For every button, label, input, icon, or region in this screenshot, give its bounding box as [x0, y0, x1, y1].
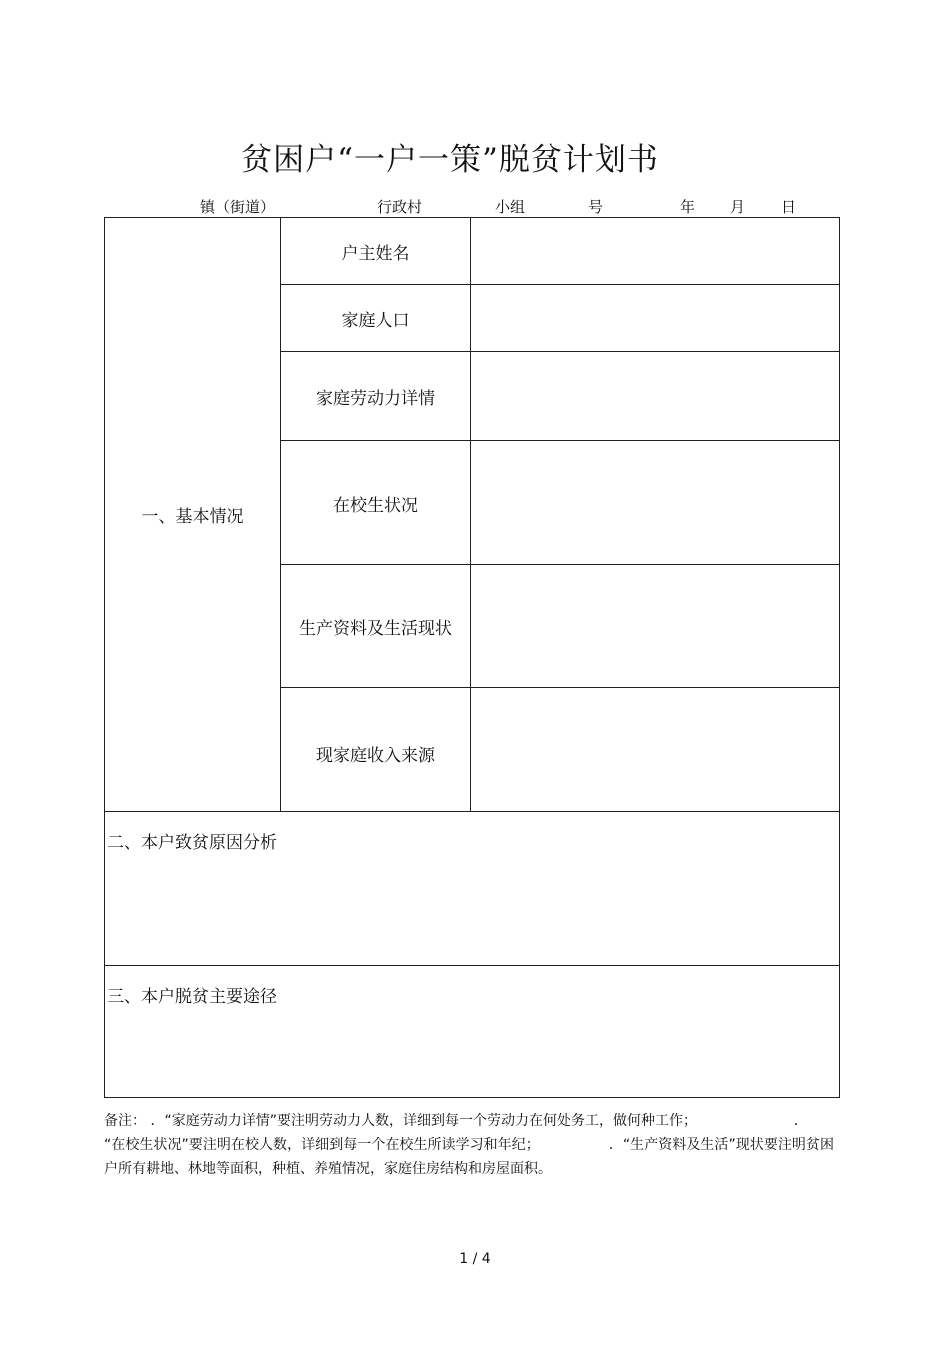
notes-item-1: ．“家庭劳动力详情”要注明劳动力人数，详细到每一个劳动力在何处务工，做何种工作；	[150, 1113, 697, 1129]
meta-village-label: 行政村	[377, 198, 423, 216]
student-status-field[interactable]	[471, 441, 840, 565]
notes-item-3: ．“生产资料及生活”现状要注明贫困户所有耕地、林地等面积，种植、养殖情况，家庭住房结构和房屋面积。	[104, 1137, 834, 1177]
production-living-field[interactable]	[471, 565, 840, 688]
page-number: 1 / 4	[459, 1251, 491, 1267]
table-row	[105, 966, 840, 1098]
meta-month-label: 月	[730, 198, 746, 216]
notes-block	[104, 1109, 834, 1181]
plan-form-table	[104, 217, 840, 1098]
section3-poverty-exit-paths[interactable]: 三、本户脱贫主要途径	[105, 966, 840, 1098]
row-label-production-living: 生产资料及生活现状	[281, 565, 471, 688]
meta-day-label: 日	[781, 198, 797, 216]
row-label-labor-details: 家庭劳动力详情	[281, 352, 471, 441]
row-label-family-size: 家庭人口	[281, 285, 471, 352]
income-source-field[interactable]	[471, 688, 840, 812]
table-row	[105, 812, 840, 966]
notes-separator: ．	[793, 1113, 808, 1129]
section1-heading: 一、基本情况	[105, 218, 281, 812]
meta-year-label: 年	[680, 198, 696, 216]
row-label-student-status: 在校生状况	[281, 441, 471, 565]
family-size-field[interactable]	[471, 285, 840, 352]
meta-number-label: 号	[588, 198, 604, 216]
labor-details-field[interactable]	[471, 352, 840, 441]
table-row	[105, 218, 840, 285]
notes-item-2: “在校生状况”要注明在校人数，详细到每一个在校生所读学习和年纪；	[104, 1137, 540, 1153]
notes-prefix: 备注：	[104, 1113, 146, 1129]
section2-poverty-causes[interactable]: 二、本户致贫原因分析	[105, 812, 840, 966]
meta-group-label: 小组	[495, 198, 526, 216]
row-label-income-source: 现家庭收入来源	[281, 688, 471, 812]
householder-name-field[interactable]	[471, 218, 840, 285]
document-title: 贫困户“一户一策”脱贫计划书	[241, 142, 659, 178]
meta-town-label: 镇（街道）	[200, 198, 276, 216]
row-label-householder-name: 户主姓名	[281, 218, 471, 285]
